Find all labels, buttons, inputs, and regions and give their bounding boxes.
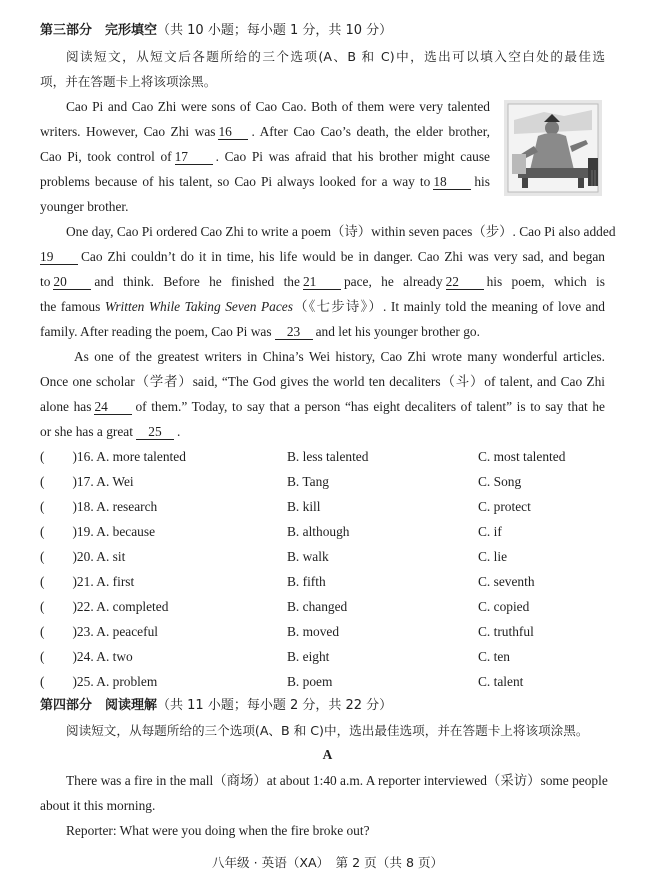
blank-18: 18 — [433, 174, 471, 190]
passage-a-label: A — [322, 747, 333, 762]
section3-instructions-line2: 项，并在答题卡上将该项涂黑。 — [40, 74, 217, 89]
question-17: ( )17. A. Wei — [40, 474, 134, 489]
option-19-b: B. although — [287, 524, 350, 539]
question-24: ( )24. A. two — [40, 649, 133, 664]
cao-zhi-illustration — [504, 100, 602, 196]
option-21-c: C. seventh — [478, 574, 535, 589]
passage-line-8: to 20 and think. Before he finished the 21 pace, he already 22 his poem, which is — [40, 274, 605, 289]
passage-line-12: Once one scholar（学者）said, “The God gives the world ten decaliters（斗）of talent, and Cao Zhi — [40, 374, 605, 389]
option-17-b: B. Tang — [287, 474, 329, 489]
passage-line-6: One day, Cao Pi ordered Cao Zhi to write a poem（诗）within seven paces（步）. Cao Pi also added — [66, 224, 616, 239]
option-25-c: C. talent — [478, 674, 524, 689]
blank-20: 20 — [53, 274, 91, 290]
question-23: ( )23. A. peaceful — [40, 624, 158, 639]
option-24-b: B. eight — [287, 649, 330, 664]
question-20: ( )20. A. sit — [40, 549, 126, 564]
option-23-b: B. moved — [287, 624, 340, 639]
option-20-c: C. lie — [478, 549, 508, 564]
poem-title: Written While Taking Seven Paces — [104, 299, 293, 314]
blank-19: 19 — [40, 249, 78, 265]
option-21-b: B. fifth — [287, 574, 326, 589]
question-25: ( )25. A. problem — [40, 674, 158, 689]
question-18: ( )18. A. research — [40, 499, 158, 514]
question-21: ( )21. A. first — [40, 574, 135, 589]
question-19: ( )19. A. because — [40, 524, 156, 539]
passage-line-4: problems because of his talent, so Cao Pi always looked for a way to 18 his — [40, 174, 490, 189]
option-22-c: C. copied — [478, 599, 530, 614]
blank-21: 21 — [303, 274, 341, 290]
option-24-c: C. ten — [478, 649, 510, 664]
section4-note: （共 11 小题；每小题 2 分，共 22 分） — [157, 698, 393, 713]
option-20-b: B. walk — [287, 549, 329, 564]
option-18-c: C. protect — [478, 499, 531, 514]
question-16: ( )16. A. more talented — [40, 449, 186, 464]
blank-25: 25 — [136, 424, 174, 440]
passage-a-line-3: Reporter: What were you doing when the fire broke out? — [66, 823, 370, 838]
blank-16: 16 — [218, 124, 248, 140]
section3-heading — [40, 22, 605, 40]
option-17-c: C. Song — [478, 474, 522, 489]
blank-23: 23 — [275, 324, 313, 340]
section4-instructions: 阅读短文，从每题所给的三个选项(A、B 和 C)中，选出最佳选项，并在答题卡上将该项涂黑。 — [66, 723, 589, 738]
passage-line-7: 19 Cao Zhi couldn’t do it in time, his life would be in danger. Cao Zhi was very sad, and began — [40, 249, 605, 264]
passage-line-3: Cao Pi, took control of 17 . Cao Pi was afraid that his brother might cause — [40, 149, 490, 164]
option-23-c: C. truthful — [478, 624, 534, 639]
section3-note: （共 10 小题；每小题 1 分，共 10 分） — [157, 23, 393, 38]
passage-a-line-2: about it this morning. — [40, 798, 156, 813]
option-18-b: B. kill — [287, 499, 321, 514]
blank-24: 24 — [94, 399, 132, 415]
section4-title: 第四部分 阅读理解 — [40, 698, 158, 713]
option-22-b: B. changed — [287, 599, 348, 614]
passage-line-2: writers. However, Cao Zhi was 16 . After Cao Cao’s death, the elder brother, — [40, 124, 490, 139]
passage-line-11: As one of the greatest writers in China’s Wei history, Cao Zhi wrote many wonderful articles. — [74, 349, 605, 364]
passage-line-13: alone has 24 of them.” Today, to say that a person “has eight decaliters of talent” is to say that he — [40, 399, 605, 414]
option-16-b: B. less talented — [287, 449, 369, 464]
blank-22: 22 — [446, 274, 484, 290]
section3-title: 第三部分 完形填空 — [40, 23, 158, 38]
section3-instructions-line1: 阅读短文，从短文后各题所给的三个选项(A、B 和 C)中，选出可以填入空白处的最佳选 — [66, 49, 605, 64]
passage-line-10: family. After reading the poem, Cao Pi was 23 and let his younger brother go. — [40, 324, 480, 339]
page-footer: 八年级 · 英语（XA） 第 2 页（共 8 页） — [211, 855, 444, 870]
option-25-b: B. poem — [287, 674, 333, 689]
passage-line-1: Cao Pi and Cao Zhi were sons of Cao Cao. Both of them were very talented — [66, 99, 490, 114]
passage-line-9: the famous Written While Taking Seven Paces（《七步诗》）. It mainly told the meaning of love and — [40, 299, 605, 314]
option-16-c: C. most talented — [478, 449, 566, 464]
question-22: ( )22. A. completed — [40, 599, 169, 614]
option-19-c: C. if — [478, 524, 502, 539]
passage-line-14: or she has a great 25 . — [40, 424, 181, 439]
blank-17: 17 — [175, 149, 213, 165]
section4-heading — [40, 697, 605, 715]
passage-a-line-1: There was a fire in the mall（商场）at about 1:40 a.m. A reporter interviewed（采访）some people — [66, 773, 608, 788]
passage-line-5: younger brother. — [40, 199, 129, 214]
